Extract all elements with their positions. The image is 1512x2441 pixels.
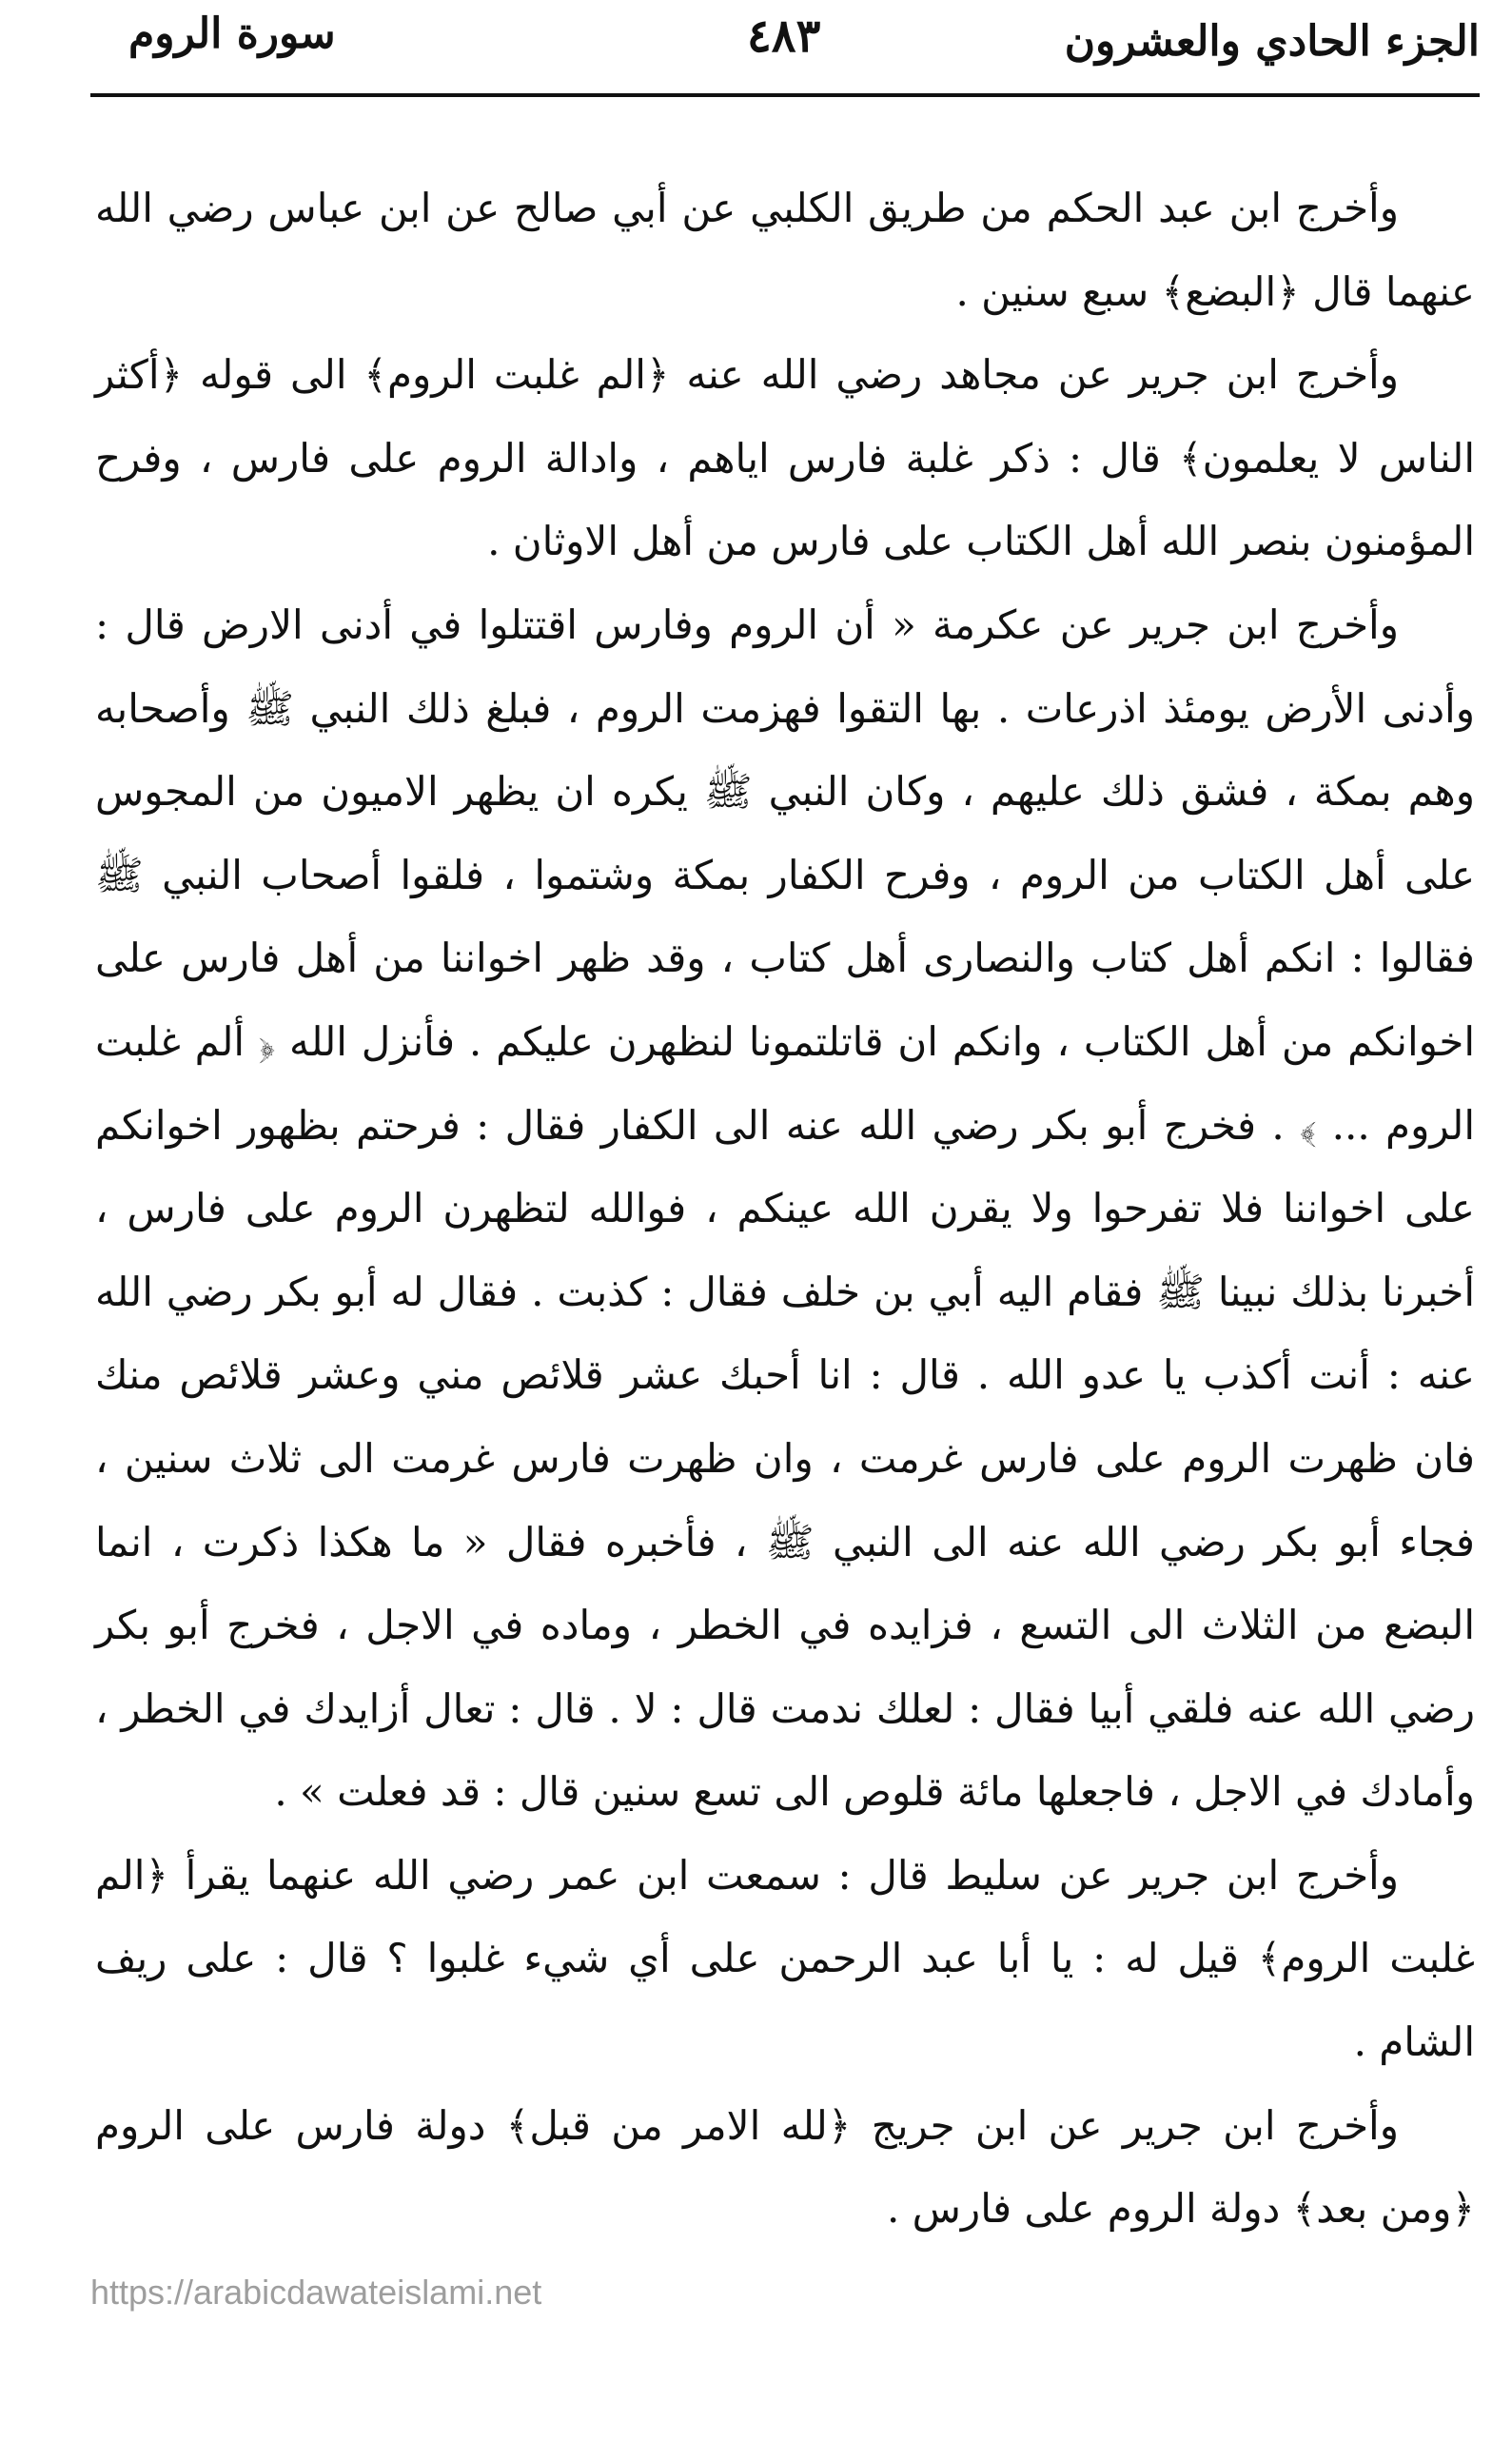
paragraph: وأخرج ابن عبد الحكم من طريق الكلبي عن أبي صالح عن ابن عباس رضي الله عنهما قال ﴿البضع﴾ سبع سنين . (95, 185, 1475, 315)
page-number: ٤٨٣ (747, 10, 821, 63)
paragraph: وأخرج ابن جرير عن عكرمة « أن الروم وفارس اقتتلوا في أدنى الارض قال : وأدنى الأرض يومئذ اذرعات . بها التقوا فهزمت الروم ، فبلغ ذلك النبي ﷺ وأصحابه وهم بمكة ، فشق ذلك عليهم ، وكان النبي ﷺ يكره ان يظهر الاميون من المجوس على أهل الكتاب من الروم ، وفرح الكفار بمكة وشتموا ، فلقوا أصحاب النبي ﷺ فقالوا : انكم أهل كتاب والنصارى أهل كتاب ، وقد ظهر اخواننا من أهل فارس على اخوانكم من أهل الكتاب ، وانكم ان قاتلتمونا لنظهرن عليكم . فأنزل الله ﴿ ألم غلبت الروم ... ﴾ . فخرج أبو بكر رضي الله عنه الى الكفار فقال : فرحتم بظهور اخوانكم على اخواننا فلا تفرحوا ولا يقرن الله عينكم ، فوالله لتظهرن الروم على فارس ، أخبرنا بذلك نبينا ﷺ فقام اليه أبي بن خلف فقال : كذبت . فقال له أبو بكر رضي الله عنه : أنت أكذب يا عدو الله . قال : انا أحبك عشر قلائص مني وعشر قلائص منك فان ظهرت الروم على فارس غرمت ، وان ظهرت فارس غرمت الى ثلاث سنين ، فجاء أبو بكر رضي الله عنه الى النبي ﷺ ، فأخبره فقال « ما هكذا ذكرت ، انما البضع من الثلاث الى التسع ، فزايده في الخطر ، وماده في الاجل ، فخرج أبو بكر رضي الله عنه فلقي أبيا فقال : لعلك ندمت قال : لا . قال : تعال أزايدك في الخطر ، وأمادك في الاجل ، فاجعلها مائة قلوص الى تسع سنين قال : قد فعلت » . (95, 600, 1475, 1816)
surah-title: سورة الروم (128, 10, 336, 58)
paragraph: وأخرج ابن جرير عن ابن جريج ﴿لله الامر من قبل﴾ دولة فارس على الروم ﴿ومن بعد﴾ دولة الروم على فارس . (95, 2101, 1475, 2233)
paragraph: وأخرج ابن جرير عن مجاهد رضي الله عنه ﴿الم غلبت الروم﴾ الى قوله ﴿أكثر الناس لا يعلمون﴾ قال : ذكر غلبة فارس اياهم ، وادالة الروم على فارس ، وفرح المؤمنون بنصر الله أهل الكتاب على فارس من أهل الاوثان . (95, 351, 1475, 565)
juz-title: الجزء الحادي والعشرون (1064, 17, 1480, 66)
paragraph: وأخرج ابن جرير عن سليط قال : سمعت ابن عمر رضي الله عنهما يقرأ ﴿الم غلبت الروم﴾ قيل له : يا أبا عبد الرحمن على أي شيء غلبوا ؟ قال : على ريف الشام . (95, 1851, 1475, 2066)
header-divider (90, 93, 1480, 97)
body-text (95, 167, 1475, 2251)
watermark-url: https://arabicdawateislami.net (90, 2273, 542, 2312)
page-header (90, 10, 1480, 86)
